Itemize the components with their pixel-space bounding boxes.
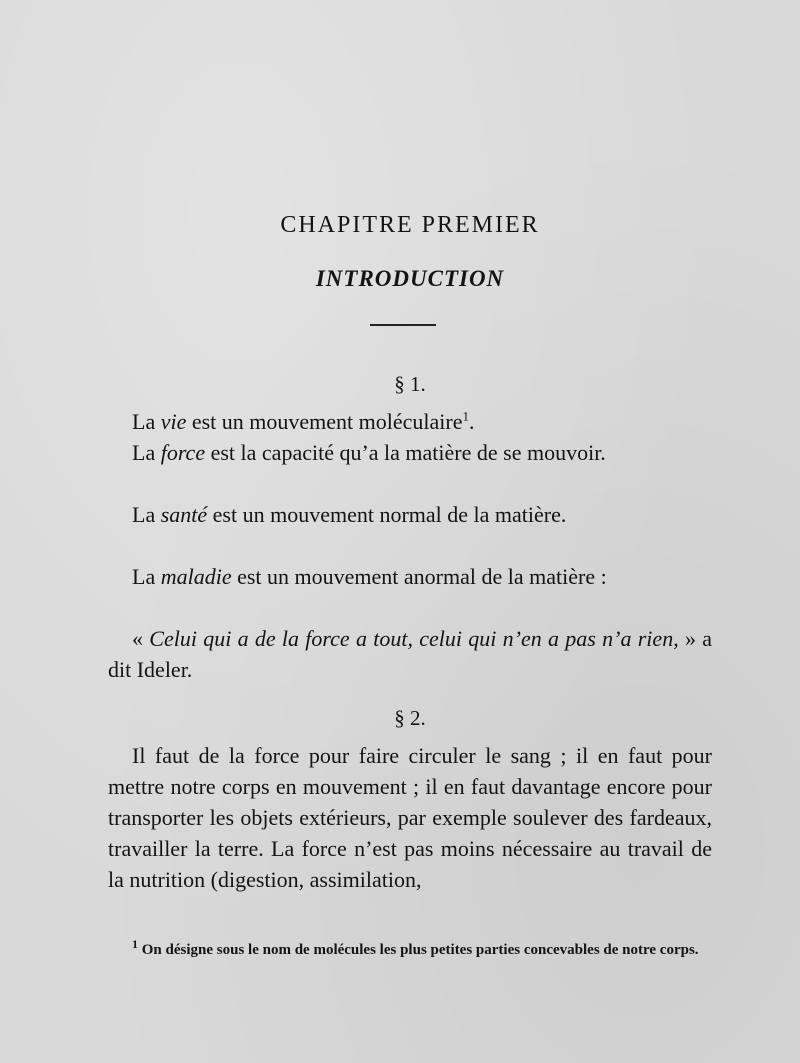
text: La	[132, 440, 161, 465]
chapter-title: CHAPITRE PREMIER	[280, 212, 540, 238]
text: «	[132, 626, 150, 651]
footnote	[108, 938, 712, 962]
text: La	[132, 409, 161, 434]
emphasis: Celui qui a de la force a tout, celui qui n’en a pas n’a rien,	[149, 626, 679, 651]
text: La	[132, 502, 161, 527]
text: est un mouvement moléculaire	[186, 409, 463, 434]
section-mark-1: § 1.	[394, 372, 426, 396]
paragraph-vie	[108, 406, 712, 437]
emphasis: maladie	[160, 564, 232, 589]
title-divider	[370, 324, 436, 326]
emphasis: vie	[160, 409, 187, 434]
text: est un mouvement normal de la matière.	[207, 502, 567, 527]
footnote-text: On désigne sous le nom de molécules les plus petites parties concevables de notre corps.	[141, 942, 699, 958]
paragraph-maladie	[108, 561, 712, 592]
text: est la capacité qu’a la matière de se mouvoir.	[205, 440, 606, 465]
chapter-subtitle: INTRODUCTION	[315, 266, 505, 291]
emphasis: santé	[160, 502, 208, 527]
footnote-ref: 1	[462, 408, 469, 424]
paragraph-sante	[108, 499, 712, 530]
paragraph-force-needed	[108, 740, 712, 895]
emphasis: force	[160, 440, 206, 465]
paragraph-quote	[108, 623, 712, 685]
section-mark-2: § 2.	[394, 706, 426, 730]
paragraph-force	[108, 437, 712, 468]
footnote-number: 1	[132, 937, 138, 951]
text: est un mouvement anormal de la matière :	[231, 564, 607, 589]
text: » a dit Ideler.	[108, 626, 713, 682]
text: La	[132, 564, 161, 589]
text: Il faut de la force pour faire circuler le sang ; il en faut pour mettre notre corps en mouvement ; il en faut davantage encore pour transporter les objets extérieurs, par exemple soulever des fardeaux, travailler la terre. La force n’est pas moins nécessaire au travail de la nutrition (digestion, assimilation,	[108, 743, 712, 892]
text: .	[469, 409, 475, 434]
